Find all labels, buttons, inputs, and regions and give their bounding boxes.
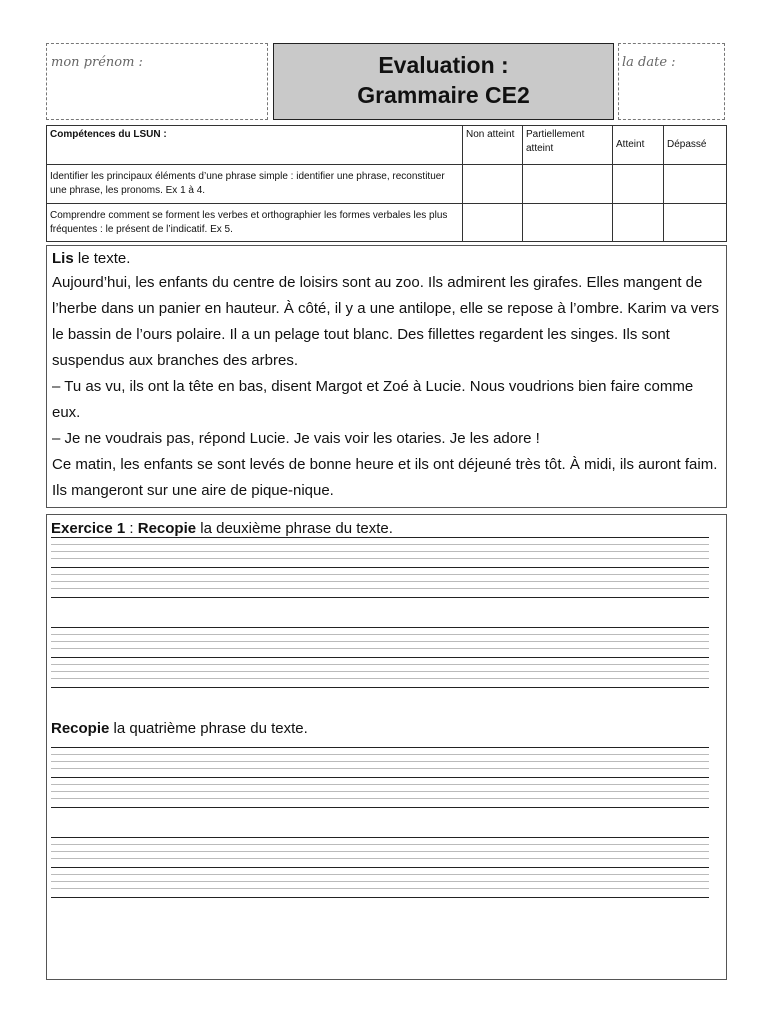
- date-box[interactable]: [618, 43, 725, 120]
- reading-instruction-rest: le texte.: [73, 250, 131, 267]
- table-header-row: [47, 126, 727, 165]
- cell-check[interactable]: [463, 204, 523, 242]
- name-box[interactable]: [46, 43, 268, 120]
- exercise1-instruction: [51, 519, 393, 539]
- exercise1-sep: :: [125, 520, 138, 537]
- cell-check[interactable]: [523, 165, 613, 204]
- table-row: [47, 165, 727, 204]
- exercise1-verb: Recopie: [137, 520, 197, 537]
- col-non-atteint: Non atteint: [463, 126, 523, 165]
- writing-lines-1[interactable]: [51, 537, 709, 687]
- col-partiellement-atteint: Partiellement atteint: [523, 126, 613, 165]
- exercise1b-rest: la quatrième phrase du texte.: [109, 720, 308, 737]
- title-line-1: Evaluation :: [378, 52, 509, 78]
- exercise1-label: Exercice 1: [51, 520, 126, 537]
- cell-check[interactable]: [613, 165, 664, 204]
- exercise1-rest: la deuxième phrase du texte.: [196, 520, 393, 537]
- date-label: la date :: [622, 55, 676, 70]
- reading-paragraph: – Je ne voudrais pas, répond Lucie. Je vais voir les otaries. Je les adore !: [52, 430, 540, 447]
- col-depasse: Dépassé: [664, 126, 727, 165]
- col-competences: Compétences du LSUN :: [47, 126, 463, 165]
- cell-check[interactable]: [613, 204, 664, 242]
- exercise-box: [46, 514, 727, 980]
- name-label: mon prénom :: [51, 55, 143, 70]
- reading-paragraph: Aujourd’hui, les enfants du centre de loisirs sont au zoo. Ils admirent les girafes. Elles mangent de l’herbe dans un panier en hauteur. À côté, il y a une antilope, elle se repose à l’ombre. Karim va vers le bassin de l’ours polaire. Il a un pelage tout blanc. Des fillettes regardent les singes. Ils sont suspendus aux branches des arbres.: [52, 274, 720, 369]
- reading-paragraph: – Tu as vu, ils ont la tête en bas, disent Margot et Zoé à Lucie. Nous voudrions bien faire comme eux.: [52, 378, 694, 421]
- exercise1b-verb: Recopie: [51, 720, 110, 737]
- competences-table: [46, 125, 727, 242]
- writing-lines-2[interactable]: [51, 747, 709, 897]
- reading-paragraph: Ce matin, les enfants se sont levés de bonne heure et ils ont déjeuné très tôt. À midi, ils auront faim. Ils mangeront sur une aire de pique-nique.: [52, 456, 718, 499]
- reading-instruction: [52, 248, 721, 270]
- col-atteint: Atteint: [613, 126, 664, 165]
- reading-verb: Lis: [52, 250, 74, 267]
- competence-text: Identifier les principaux éléments d’une phrase simple : identifier une phrase, reconstituer une phrase, les pronoms. Ex 1 à 4.: [47, 165, 463, 204]
- cell-check[interactable]: [664, 165, 727, 204]
- cell-check[interactable]: [523, 204, 613, 242]
- cell-check[interactable]: [463, 165, 523, 204]
- reading-box: [46, 245, 727, 508]
- competence-text: Comprendre comment se forment les verbes et orthographier les formes verbales les plus fréquentes : le présent de l’indicatif. Ex 5.: [47, 204, 463, 242]
- exercise1b-instruction: [51, 719, 308, 739]
- table-row: [47, 204, 727, 242]
- cell-check[interactable]: [664, 204, 727, 242]
- title-box: [273, 43, 614, 120]
- title-line-2: Grammaire CE2: [357, 82, 530, 108]
